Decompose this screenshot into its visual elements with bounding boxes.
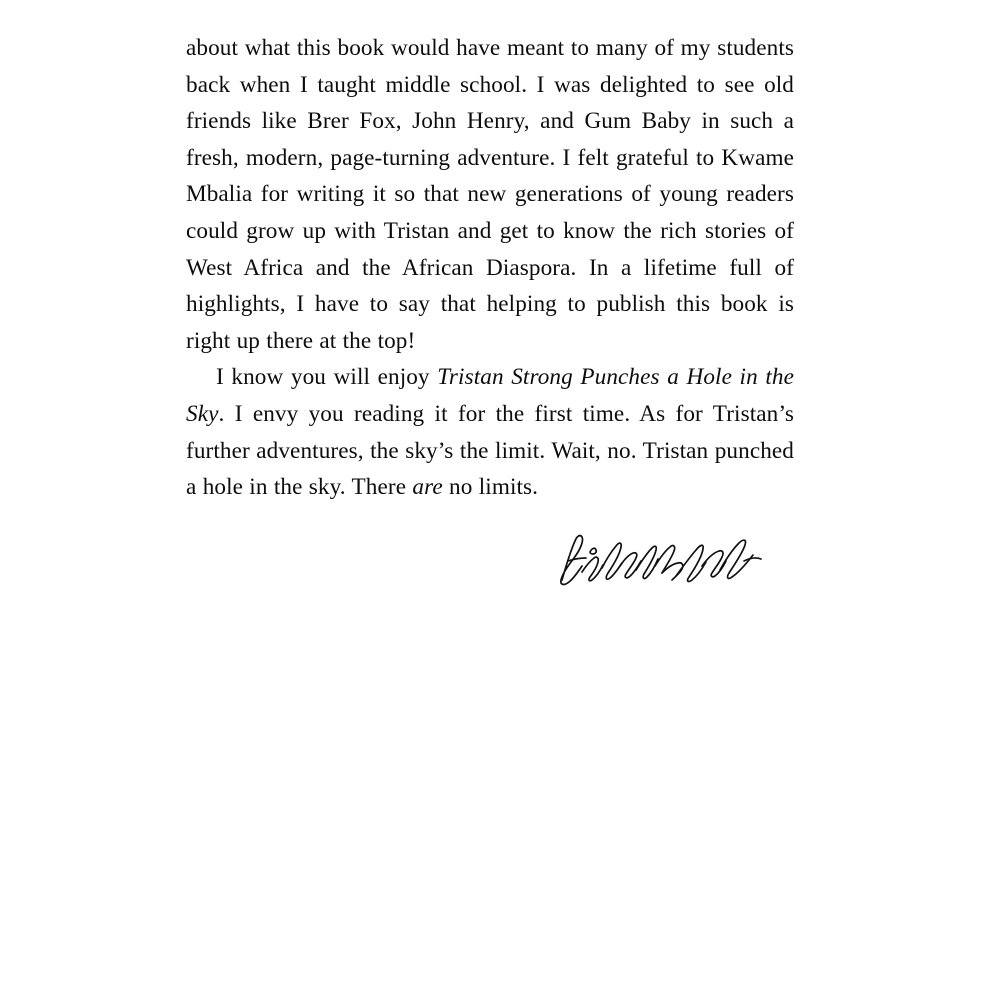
- paragraph-first: [186, 30, 794, 359]
- book-title-italic: Tristan Strong Punches a Hole in the Sky: [186, 364, 794, 427]
- paragraph-second-part-1: I know you will enjoy: [216, 364, 438, 391]
- page-text-block: [186, 30, 794, 506]
- paragraph-second-part-3: no limits.: [442, 474, 539, 501]
- emphasis-are-italic: are: [412, 474, 443, 501]
- paragraph-second: [186, 359, 794, 505]
- author-signature: [556, 528, 766, 602]
- paragraph-first-text: about what this book would have meant to many of my students back when I taught middle school. I was delighted to see old friends like Brer Fox, John Henry, and Gum Baby in such a fresh, modern, page-turning adventure. I felt grateful to Kwame Mbalia for writing it so that new generations of young readers could grow up with Tristan and get to know the rich stories of West Africa and the African Diaspora. In a lifetime full of highlights, I have to say that helping to publish this book is right up there at the top!: [186, 35, 794, 354]
- paragraph-second-part-2: . I envy you reading it for the first time. As for Tristan’s further adventures, the sky’s the limit. Wait, no. Tristan punched a hole in the sky. There: [186, 400, 794, 501]
